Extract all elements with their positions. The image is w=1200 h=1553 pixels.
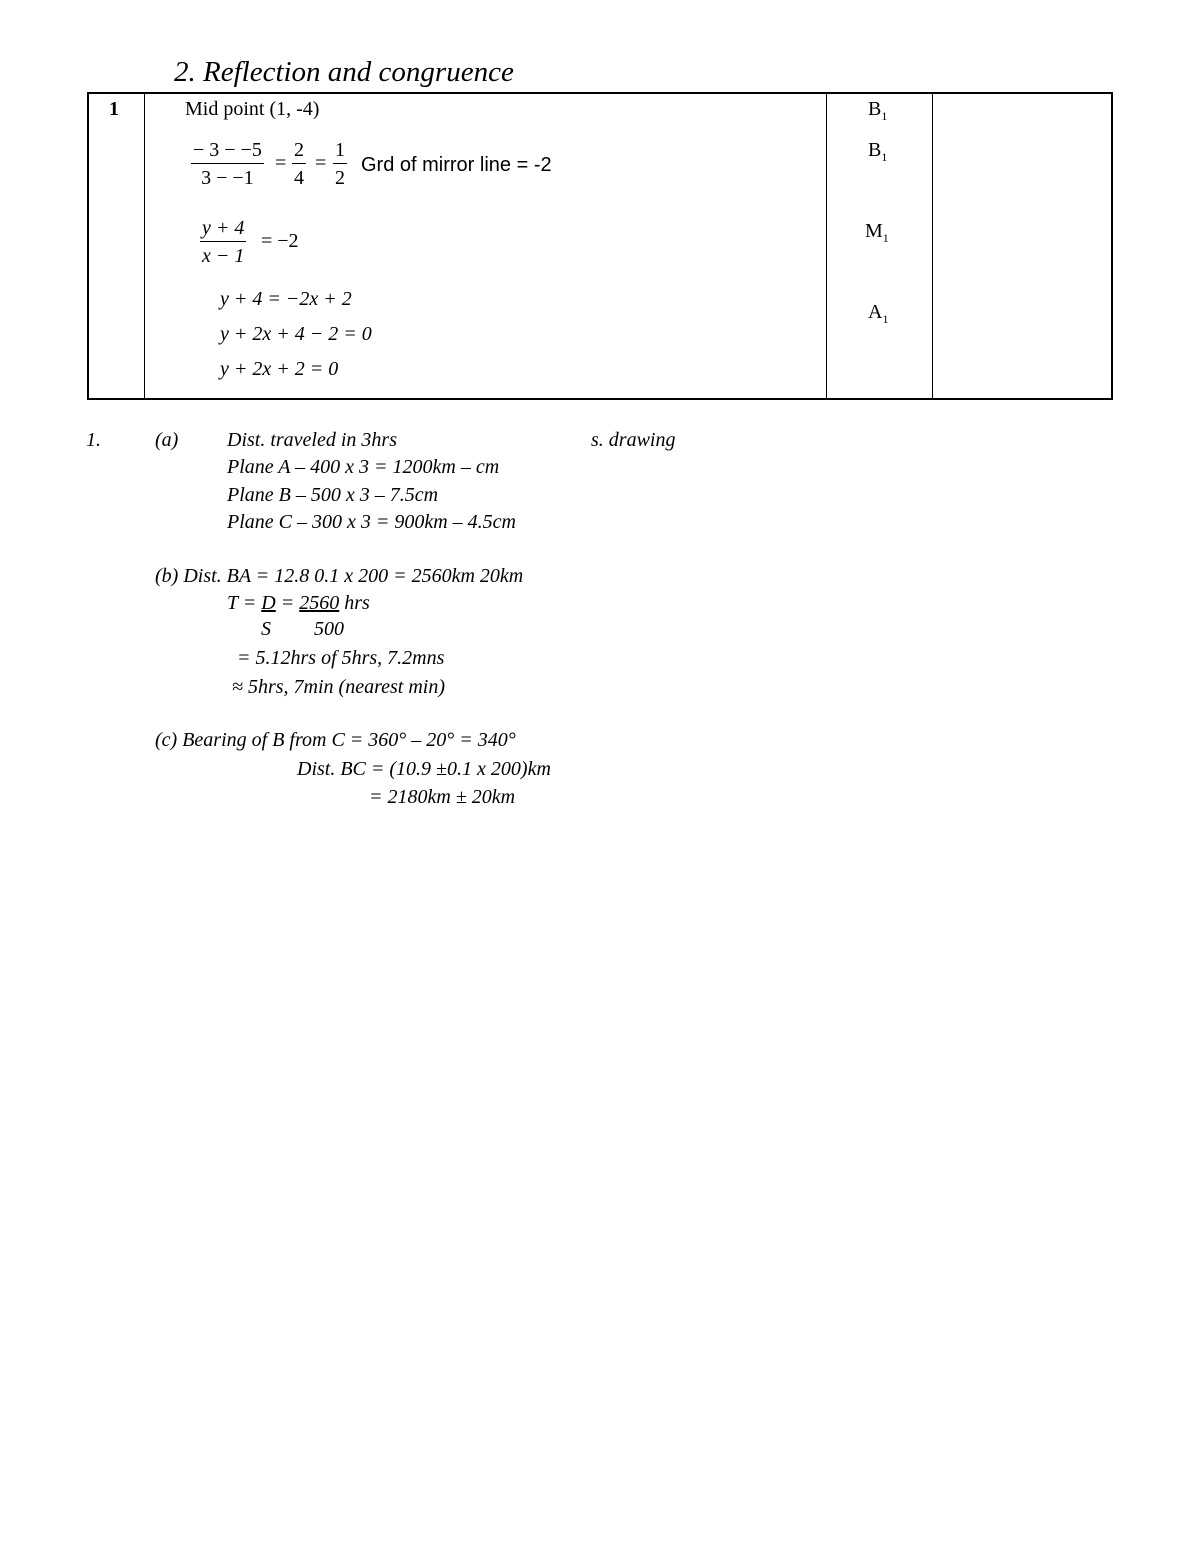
mark-a1	[868, 301, 888, 327]
step-line: y + 4 = −2x + 2	[220, 288, 352, 310]
mark-letter: B	[868, 98, 882, 120]
line-equation-fraction	[200, 215, 246, 270]
step-line: y + 2x + 4 − 2 = 0	[220, 323, 372, 345]
part-c-line: = 2180km ± 20km	[369, 786, 516, 808]
column-divider	[932, 94, 933, 398]
fraction-numerator: y + 4	[200, 215, 246, 242]
mark-b1	[868, 98, 887, 124]
part-a-line: Plane A – 400 x 3 = 1200km – cm	[227, 456, 500, 478]
formula-2560: 2560	[299, 592, 340, 614]
fraction-numerator: 2	[292, 137, 306, 164]
gradient-text: Grd of mirror line = -2	[361, 154, 552, 176]
part-a-line: Plane B – 500 x 3 – 7.5cm	[227, 484, 439, 506]
column-divider	[144, 94, 145, 398]
part-a-label: (a)	[155, 429, 179, 451]
formula-t: T =	[227, 592, 262, 614]
midpoint-line: Mid point (1, -4)	[185, 98, 320, 120]
equals-sign: =	[275, 152, 287, 174]
mark-b1	[868, 139, 887, 165]
equation-rhs: = −2	[261, 230, 299, 252]
step-line: y + 2x + 2 = 0	[220, 358, 339, 380]
part-a-heading: Dist. traveled in 3hrs	[227, 429, 397, 451]
fraction-denominator: x − 1	[202, 245, 245, 267]
formula-equals: =	[275, 592, 300, 614]
mark-letter: B	[868, 139, 882, 161]
mark-subscript: 1	[881, 109, 888, 123]
part-b-time-formula	[227, 592, 370, 615]
page-title: 2. Reflection and congruence	[174, 56, 514, 88]
column-divider	[826, 94, 827, 398]
mark-letter: M	[865, 220, 883, 242]
formula-500: 500	[314, 618, 344, 640]
formula-d: D	[261, 592, 276, 614]
fraction-numerator: 1	[333, 137, 347, 164]
mark-letter: A	[868, 301, 883, 323]
question-number: 1	[109, 98, 119, 120]
fraction-denominator: 3 − −1	[201, 167, 254, 189]
mark-m1	[865, 220, 889, 246]
part-c-line: (c) Bearing of B from C = 360° – 20° = 340°	[155, 729, 516, 751]
fraction-denominator: 2	[335, 167, 345, 189]
marking-table	[87, 92, 1113, 400]
formula-hrs: hrs	[339, 592, 370, 614]
formula-s: S	[261, 618, 271, 640]
mark-subscript: 1	[881, 150, 888, 164]
part-a-line: Plane C – 300 x 3 = 900km – 4.5cm	[227, 511, 517, 533]
mark-subscript: 1	[882, 312, 889, 326]
part-c-line: Dist. BC = (10.9 ±0.1 x 200)km	[297, 758, 551, 780]
fraction-numerator: − 3 − −5	[191, 137, 264, 164]
gradient-fraction-1	[191, 137, 264, 192]
part-a-heading-right: s. drawing	[591, 429, 676, 451]
gradient-fraction-3	[333, 137, 347, 192]
part-b-result: = 5.12hrs of 5hrs, 7.2mns	[237, 647, 445, 669]
part-b-result: ≈ 5hrs, 7min (nearest min)	[232, 676, 445, 698]
fraction-denominator: 4	[294, 167, 304, 189]
solution-number: 1.	[86, 429, 101, 451]
equals-sign: =	[315, 152, 327, 174]
mark-subscript: 1	[882, 231, 889, 245]
gradient-fraction-2	[292, 137, 306, 192]
part-b-line: (b) Dist. BA = 12.8 0.1 x 200 = 2560km 20km	[155, 565, 524, 587]
